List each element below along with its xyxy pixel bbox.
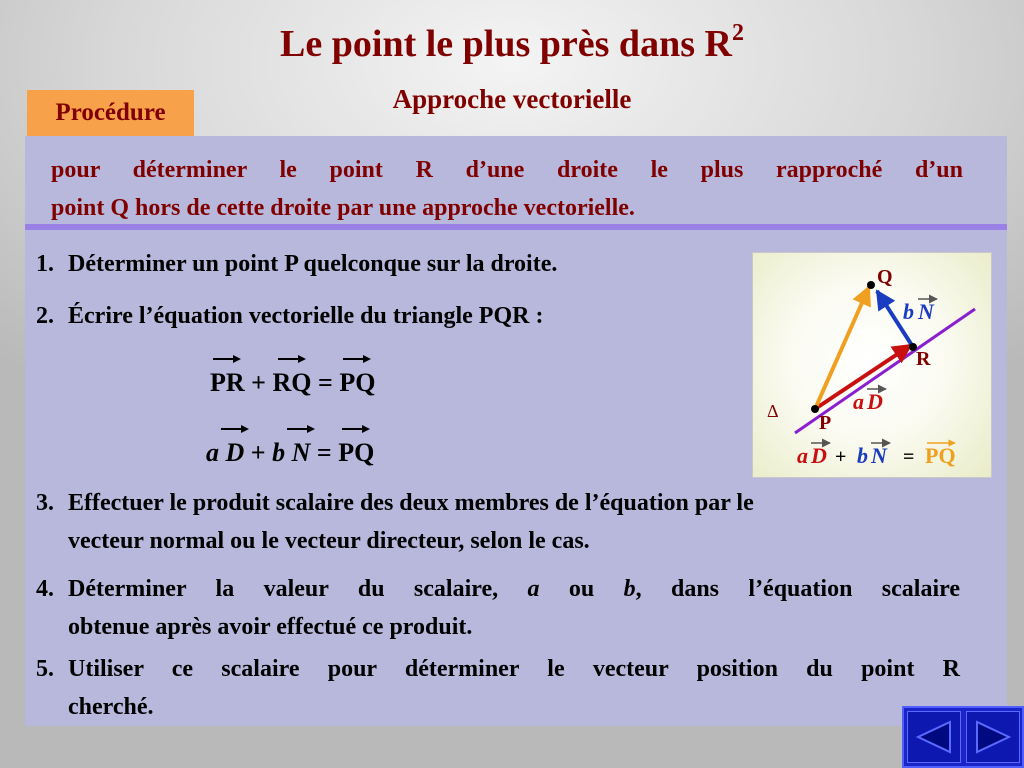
point-P: [811, 405, 819, 413]
caption-D: D: [811, 443, 827, 468]
step-2-number: 2.: [36, 303, 54, 329]
label-aD-D: D: [867, 389, 883, 414]
step-5-line-2: cherché.: [68, 694, 154, 720]
step-1-text: Déterminer un point P quelconque sur la droite.: [68, 251, 558, 277]
slide-title-exponent: 2: [731, 20, 744, 46]
caption-b: b: [857, 443, 868, 468]
procedure-tag: Procédure: [27, 90, 194, 136]
vector-equation-2: a D + b N = PQ: [206, 438, 374, 468]
triangle-left-icon: [914, 719, 954, 755]
step-3-number: 3.: [36, 490, 54, 516]
label-delta: Δ: [767, 401, 779, 421]
vector-D: D: [226, 438, 245, 468]
label-Q: Q: [877, 266, 893, 288]
label-R: R: [916, 348, 931, 370]
vector-N: N: [292, 438, 311, 468]
step-3-line-1: Effectuer le produit scalaire des deux membres de l’équation par le: [68, 490, 754, 516]
slide-navigation: [902, 706, 1024, 768]
vector-arrow-icon: [213, 354, 241, 364]
label-bN-N: N: [918, 299, 934, 324]
step-4-number: 4.: [36, 576, 54, 602]
caption-PQ: PQ: [925, 443, 956, 468]
vector-diagram: [752, 252, 992, 478]
vector-arrow-icon: [221, 424, 249, 434]
step-1: [36, 245, 736, 283]
point-Q: [867, 281, 875, 289]
vector-arrow-icon: [287, 424, 315, 434]
vector-arrow-icon: [343, 354, 371, 364]
vector-arrow-icon: [342, 424, 370, 434]
next-slide-button[interactable]: [966, 711, 1020, 763]
step-3: [36, 484, 970, 560]
step-2: [36, 297, 736, 335]
intro-text: [51, 151, 963, 227]
step-1-number: 1.: [36, 251, 54, 277]
vector-PQ-2: PQ: [338, 438, 374, 468]
step-5-number: 5.: [36, 656, 54, 682]
intro-line-2: point Q hors de cette droite par une approche vectorielle.: [51, 195, 635, 221]
step-2-text: Écrire l’équation vectorielle du triangle PQR :: [68, 303, 544, 329]
previous-slide-button[interactable]: [907, 711, 961, 763]
step-5-line-1: Utiliser ce scalaire pour déterminer le vecteur position du point R: [68, 656, 960, 682]
step-4-line-2: obtenue après avoir effectué ce produit.: [68, 614, 473, 640]
triangle-right-icon: [973, 719, 1013, 755]
slide-subtitle: Approche vectorielle: [392, 84, 632, 114]
vector-PR: PR: [210, 368, 245, 398]
caption-plus: +: [835, 446, 847, 468]
slide-title-text: Le point le plus près dans R: [280, 23, 732, 65]
caption-a: a: [797, 443, 808, 468]
step-3-line-2: vecteur normal ou le vecteur directeur, selon le cas.: [68, 528, 590, 554]
vector-PQ: PQ: [339, 368, 375, 398]
slide-title: [0, 22, 1024, 66]
scalar-b: b: [272, 438, 286, 467]
label-aD-a: a: [853, 389, 864, 414]
label-P: P: [819, 412, 832, 434]
step-4: [36, 570, 960, 646]
divider: [25, 224, 1007, 230]
step-5: [36, 650, 960, 726]
step-4-line-1: Déterminer la valeur du scalaire, a ou b, dans l’équation scalaire: [68, 576, 960, 602]
vector-equation-1: PR + RQ = PQ: [210, 368, 375, 398]
vector-diagram-svg: [753, 253, 993, 479]
label-bN-b: b: [903, 299, 914, 324]
caption-N: N: [871, 443, 887, 468]
vector-RQ: RQ: [273, 368, 312, 398]
caption-equals: =: [903, 446, 915, 468]
vector-arrow-icon: [278, 354, 306, 364]
scalar-a: a: [206, 438, 219, 467]
intro-line-1: pour déterminer le point R d’une droite le plus rapproché d’un: [51, 157, 963, 183]
